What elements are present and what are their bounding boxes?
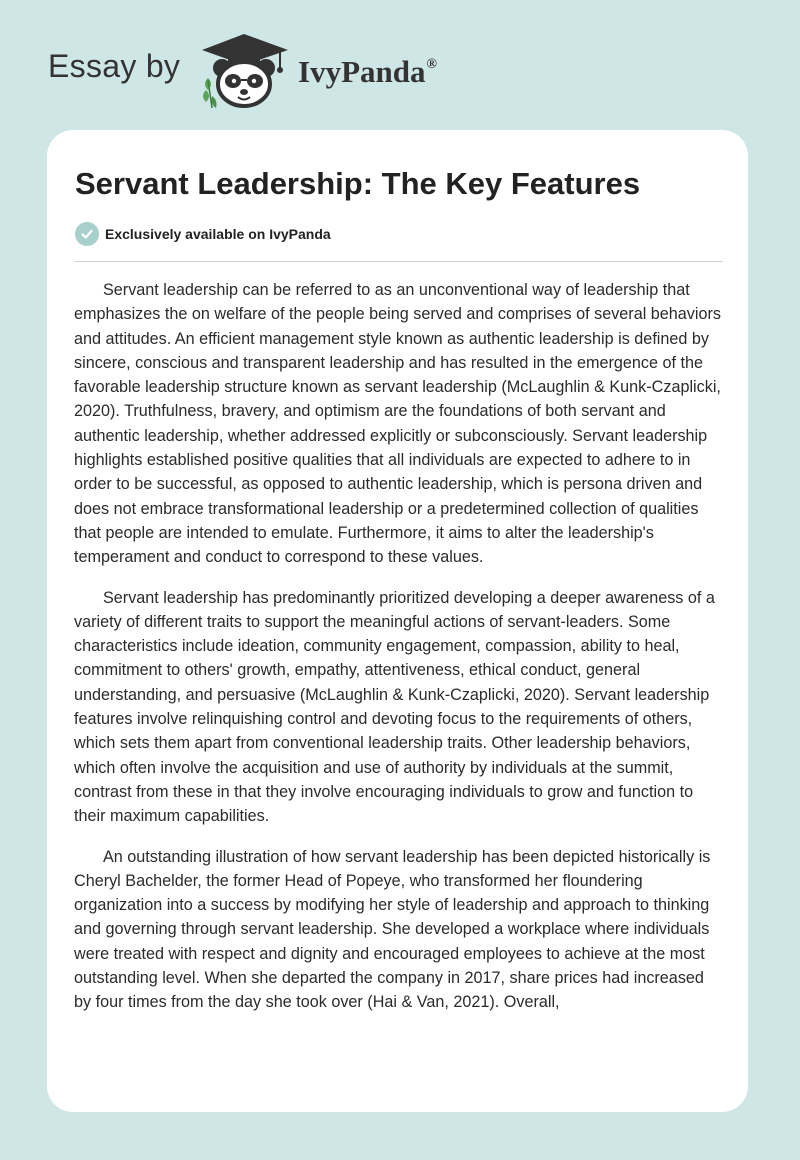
ivypanda-logo[interactable] <box>198 34 292 110</box>
essay-by-label: Essay by <box>48 48 181 84</box>
brand-name <box>298 54 437 90</box>
essay-card <box>47 130 748 1112</box>
paragraph: Servant leadership can be referred to as an unconventional way of leadership that emphasizes the on welfare of the people being served and comprises of several behaviors and attitudes. An efficient management style known as authentic leadership is defined by sincere, conscious and transparent leadership and has resulted in the emergence of the favorable leadership structure known as servant leadership (McLaughlin & Kunk-Czaplicki, 2020). Truthfulness, bravery, and optimism are the foundations of both servant and authentic leadership, whether addressed explicitly or subconsciously. Servant leadership highlights established positive qualities that all individuals are expected to adhere to in order to be successful, as opposed to authentic leadership, which is persona driven and does not embrace transformational leadership or a predetermined collection of qualities that people are intended to emulate. Furthermore, it aims to alter the leadership's temperament and conduct to correspond to these values. <box>74 281 721 567</box>
divider <box>74 261 723 262</box>
registered-mark: ® <box>426 57 437 72</box>
paragraph: Servant leadership has predominantly prioritized developing a deeper awareness of a variety of different traits to support the meaningful actions of servant-leaders. Some characteristics include ideation, community engagement, compassion, ability to heal, commitment to others' growth, empathy, attentiveness, ethical conduct, general understanding, and persuasive (McLaughlin & Kunk-Czaplicki, 2020). Servant leadership features involve relinquishing control and devoting focus to the requirements of others, which sets them apart from conventional leadership traits. Other leadership behaviors, which often involve the acquisition and use of authority by individuals at the summit, contrast from these in that they involve encouraging individuals to grow and function to their maximum capabilities. <box>74 588 715 826</box>
exclusive-label: Exclusively available on IvyPanda <box>105 226 331 242</box>
exclusive-badge <box>75 222 331 246</box>
brand-name-text: IvyPanda <box>298 54 426 89</box>
site-header <box>0 0 800 120</box>
paragraph: An outstanding illustration of how servant leadership has been depicted historically is Cheryl Bachelder, the former Head of Popeye, who transformed her floundering organization into a success by modifying her style of leadership and approach to thinking and governing through servant leadership. She developed a workplace where individuals were treated with respect and dignity and encouraged employees to achieve at the most outstanding level. When she departed the company in 2017, share prices had increased by four times from the day she took over (Hai & Van, 2021). Overall, <box>74 847 711 1012</box>
page-title: Servant Leadership: The Key Features <box>75 166 641 201</box>
essay-body <box>74 278 725 1031</box>
panda-icon <box>198 34 292 110</box>
check-icon <box>75 222 99 246</box>
